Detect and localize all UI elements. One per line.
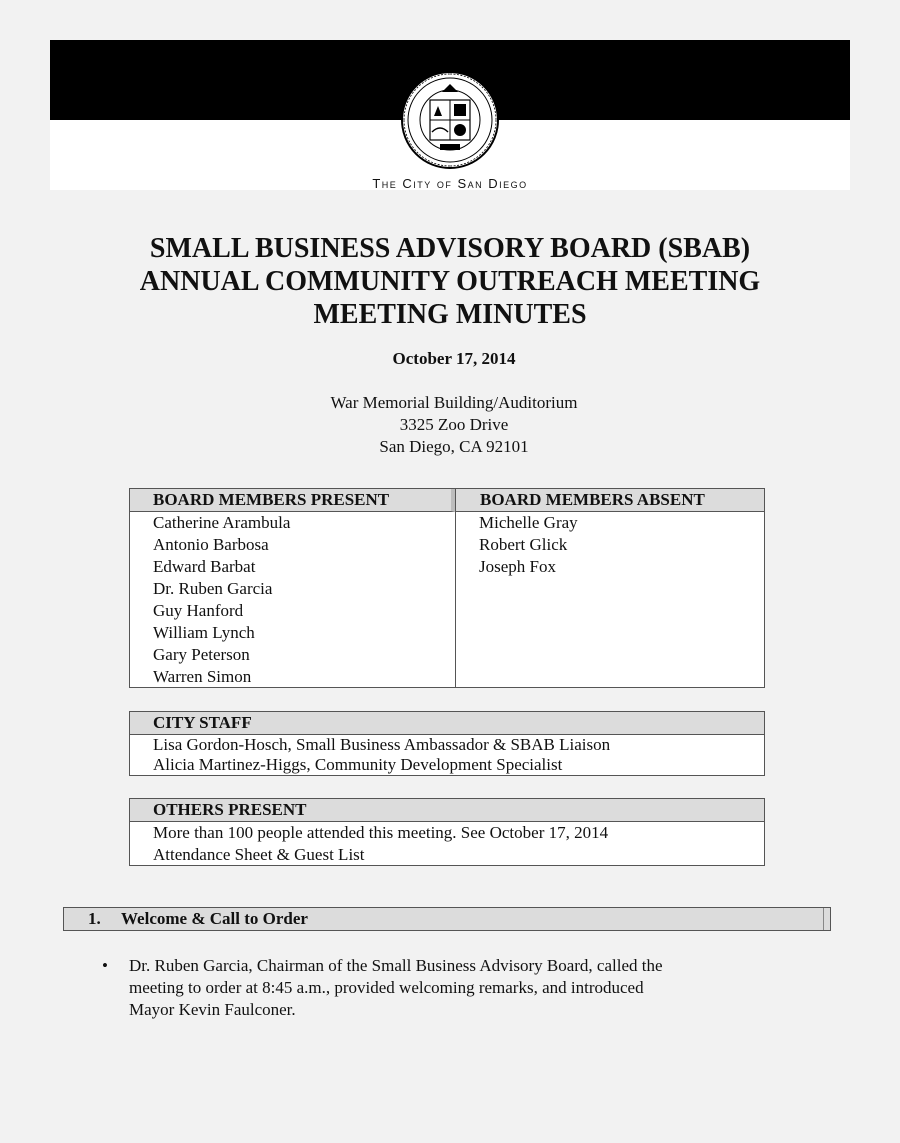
members-present-list	[130, 512, 455, 688]
list-item: Catherine Arambula	[153, 513, 291, 532]
others-present-text	[130, 822, 764, 866]
letterhead	[50, 40, 850, 190]
others-present-table	[129, 798, 765, 866]
members-present-header: BOARD MEMBERS PRESENT	[130, 489, 455, 512]
title-line-3: MEETING MINUTES	[313, 299, 587, 330]
title-line-2: ANNUAL COMMUNITY OUTREACH MEETING	[139, 266, 761, 297]
document-title	[0, 232, 900, 331]
members-absent-list	[456, 512, 764, 578]
text-line: Mayor Kevin Faulconer.	[129, 1000, 296, 1019]
list-item: William Lynch	[153, 623, 255, 642]
city-seal-icon	[400, 70, 500, 170]
text-line: More than 100 people attended this meeting. See October 17, 2014	[153, 823, 609, 842]
members-absent-header: BOARD MEMBERS ABSENT	[456, 489, 764, 512]
list-item: Joseph Fox	[479, 557, 556, 576]
list-item: Michelle Gray	[479, 513, 578, 532]
city-staff-table	[129, 711, 765, 776]
address-line-3: San Diego, CA 92101	[379, 437, 529, 456]
text-line: meeting to order at 8:45 a.m., provided welcoming remarks, and introduced	[129, 978, 644, 997]
title-line-1: SMALL BUSINESS ADVISORY BOARD (SBAB)	[149, 233, 751, 264]
city-staff-list	[130, 735, 764, 775]
board-members-table	[129, 488, 765, 688]
list-item: Dr. Ruben Garcia	[153, 579, 273, 598]
members-present-column	[130, 489, 456, 687]
meeting-date: October 17, 2014	[392, 349, 516, 368]
list-item: Lisa Gordon-Hosch, Small Business Ambassador & SBAB Liaison	[153, 735, 611, 754]
list-item: Antonio Barbosa	[153, 535, 269, 554]
text-line: Attendance Sheet & Guest List	[153, 845, 365, 864]
bullet-paragraph	[102, 955, 749, 1021]
list-item: Gary Peterson	[153, 645, 250, 664]
members-absent-column	[456, 489, 764, 687]
address-line-1: War Memorial Building/Auditorium	[330, 393, 578, 412]
address-line-2: 3325 Zoo Drive	[399, 415, 509, 434]
list-item: Guy Hanford	[153, 601, 244, 620]
section-heading-welcome	[63, 907, 831, 931]
section-divider	[823, 908, 824, 930]
list-item: Robert Glick	[479, 535, 568, 554]
list-item: Warren Simon	[153, 667, 252, 686]
meeting-address	[0, 392, 900, 458]
bullet-icon: •	[102, 956, 108, 975]
city-staff-header: CITY STAFF	[130, 712, 764, 735]
section-number: 1.	[88, 909, 101, 928]
city-name: The City of San Diego	[372, 176, 528, 191]
list-item: Alicia Martinez-Higgs, Community Development Specialist	[153, 755, 563, 774]
others-present-header: OTHERS PRESENT	[130, 799, 764, 822]
list-item: Edward Barbat	[153, 557, 256, 576]
text-line: Dr. Ruben Garcia, Chairman of the Small Business Advisory Board, called the	[129, 956, 663, 975]
section-title: Welcome & Call to Order	[121, 909, 308, 928]
